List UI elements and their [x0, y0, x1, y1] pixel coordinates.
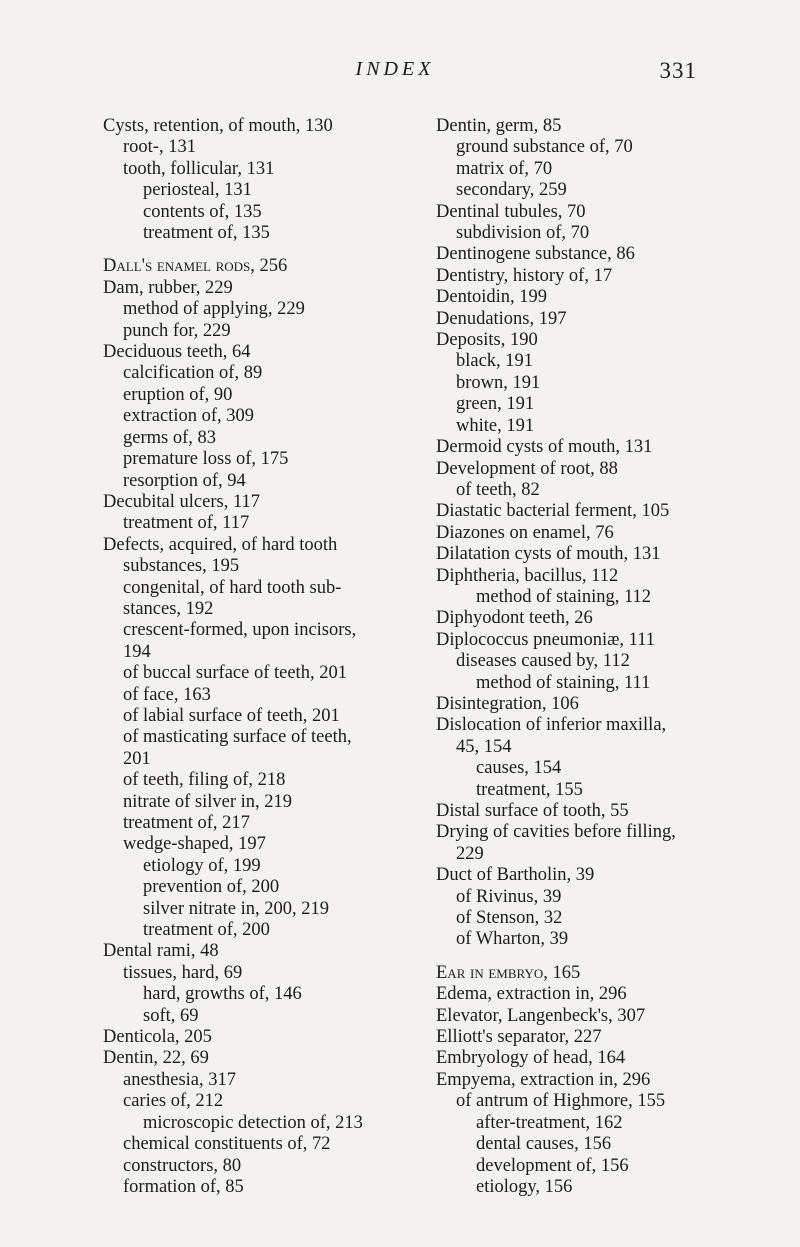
index-subentry: dental causes, 156	[476, 1134, 612, 1155]
index-entry: Dentistry, history of, 17	[436, 265, 613, 286]
page-title: INDEX	[355, 58, 435, 80]
index-subentry: congenital, of hard tooth sub-	[123, 577, 342, 598]
index-entry: Dentoidin, 199	[436, 287, 547, 308]
index-subentry: treatment of, 135	[143, 223, 270, 244]
index-entry: Dislocation of inferior maxilla,	[436, 715, 667, 736]
index-subentry: etiology of, 199	[143, 855, 261, 876]
index-entry: Dentin, 22, 69	[103, 1048, 209, 1069]
index-subentry: method of staining, 111	[476, 672, 651, 693]
index-subentry: anesthesia, 317	[123, 1069, 237, 1090]
index-entry: Diastatic bacterial ferment, 105	[436, 501, 670, 522]
index-subentry: punch for, 229	[123, 320, 231, 341]
index-subentry: resorption of, 94	[123, 470, 246, 491]
index-entry: Embryology of head, 164	[436, 1048, 626, 1069]
index-subentry: hard, growths of, 146	[143, 984, 302, 1005]
index-subentry: wedge-shaped, 197	[123, 834, 266, 855]
index-subentry: matrix of, 70	[456, 158, 553, 179]
index-subentry: green, 191	[456, 394, 535, 415]
index-entry: Dilatation cysts of mouth, 131	[436, 544, 661, 565]
index-entry: Development of root, 88	[436, 458, 618, 479]
index-subentry: of teeth, 82	[456, 479, 540, 500]
index-entry: Diplococcus pneumoniæ, 111	[436, 629, 656, 650]
index-subentry: diseases caused by, 112	[456, 651, 630, 672]
index-subentry: treatment of, 217	[123, 813, 250, 833]
index-subentry: 201	[123, 748, 151, 769]
index-entry: Deciduous teeth, 64	[103, 342, 251, 363]
index-subentry: nitrate of silver in, 219	[123, 791, 293, 812]
page-number: 331	[659, 58, 697, 83]
index-entry: Denticola, 205	[103, 1027, 212, 1048]
index-column-left	[103, 116, 428, 1198]
index-entry: Drying of cavities before filling,	[436, 822, 676, 843]
index-subentry: premature loss of, 175	[123, 449, 289, 470]
index-subentry: development of, 156	[476, 1155, 629, 1176]
index-subentry: white, 191	[456, 415, 535, 436]
index-entry: Distal surface of tooth, 55	[436, 801, 629, 821]
index-subentry: caries of, 212	[123, 1091, 224, 1112]
index-subentry: eruption of, 90	[123, 384, 233, 405]
index-subentry: 45, 154	[456, 736, 512, 757]
index-subentry: contents of, 135	[143, 201, 262, 222]
index-entry: Ear in embryo, 165	[436, 962, 581, 983]
index-entry: Elliott's separator, 227	[436, 1027, 602, 1048]
index-subentry: extraction of, 309	[123, 406, 254, 427]
running-head	[0, 58, 800, 92]
index-subentry: of masticating surface of teeth,	[123, 727, 352, 748]
index-subentry: treatment of, 117	[123, 513, 250, 534]
index-entry: Disintegration, 106	[436, 693, 579, 714]
index-entry: Deposits, 190	[436, 330, 538, 351]
index-subentry: of Wharton, 39	[456, 929, 569, 950]
index-subentry: ground substance of, 70	[456, 137, 633, 158]
index-subentry: tissues, hard, 69	[123, 962, 243, 983]
index-subentry: tooth, follicular, 131	[123, 158, 275, 179]
index-entry: Cysts, retention, of mouth, 130	[103, 116, 333, 136]
index-subentry: subdivision of, 70	[456, 223, 590, 244]
index-entry: Dam, rubber, 229	[103, 277, 233, 298]
index-subentry: of teeth, filing of, 218	[123, 770, 286, 791]
index-subentry: causes, 154	[476, 758, 562, 779]
index-subentry: method of staining, 112	[476, 586, 652, 607]
index-subentry: secondary, 259	[456, 180, 567, 201]
index-entry: Diazones on enamel, 76	[436, 522, 614, 543]
index-subentry: of face, 163	[123, 684, 211, 705]
index-entry: Dall's enamel rods, 256	[103, 256, 288, 277]
index-subentry: after-treatment, 162	[476, 1112, 623, 1133]
index-subentry: brown, 191	[456, 372, 541, 393]
index-entry: Diphyodont teeth, 26	[436, 608, 593, 629]
index-entry: Dentinal tubules, 70	[436, 201, 586, 222]
index-subentry: chemical constituents of, 72	[123, 1134, 331, 1155]
index-entry: Denudations, 197	[436, 308, 567, 329]
index-entry: Dentinogene substance, 86	[436, 244, 635, 265]
index-subentry: of Stenson, 32	[456, 908, 563, 929]
index-subentry: prevention of, 200	[143, 877, 280, 898]
index-subentry: black, 191	[456, 351, 534, 372]
index-subentry: 194	[123, 641, 151, 662]
index-entry: Decubital ulcers, 117	[103, 491, 261, 512]
index-subentry: treatment of, 200	[143, 920, 270, 941]
index-entry: Defects, acquired, of hard tooth	[103, 534, 338, 555]
index-subentry: periosteal, 131	[143, 180, 252, 201]
index-subentry: silver nitrate in, 200, 219	[143, 898, 329, 919]
index-subentry: stances, 192	[123, 598, 214, 619]
index-entry: Elevator, Langenbeck's, 307	[436, 1005, 646, 1026]
index-subentry: of buccal surface of teeth, 201	[123, 663, 347, 684]
index-subentry: method of applying, 229	[123, 299, 305, 320]
index-entry: Dentin, germ, 85	[436, 116, 562, 136]
index-subentry: substances, 195	[123, 556, 240, 577]
index-subentry: etiology, 156	[476, 1176, 573, 1197]
index-entry: Duct of Bartholin, 39	[436, 865, 595, 886]
index-subentry: treatment, 155	[476, 779, 583, 800]
index-column-right	[436, 116, 709, 1198]
index-subentry: root-, 131	[123, 137, 196, 158]
index-subentry: microscopic detection of, 213	[143, 1112, 363, 1133]
index-subentry: of labial surface of teeth, 201	[123, 705, 340, 726]
index-entry: Dermoid cysts of mouth, 131	[436, 437, 653, 458]
index-entry: Empyema, extraction in, 296	[436, 1069, 651, 1090]
index-entry: Dental rami, 48	[103, 941, 219, 962]
index-subentry: of antrum of Highmore, 155	[456, 1091, 666, 1112]
index-entry: Edema, extraction in, 296	[436, 984, 627, 1005]
index-subentry: of Rivinus, 39	[456, 886, 562, 907]
index-subentry: crescent-formed, upon incisors,	[123, 620, 357, 641]
index-subentry: calcification of, 89	[123, 363, 263, 384]
index-entry: Diphtheria, bacillus, 112	[436, 565, 619, 586]
index-subentry: formation of, 85	[123, 1176, 244, 1197]
index-subentry: constructors, 80	[123, 1155, 242, 1176]
index-subentry: soft, 69	[143, 1005, 199, 1026]
index-subentry: germs of, 83	[123, 427, 216, 448]
index-subentry: 229	[456, 843, 484, 864]
